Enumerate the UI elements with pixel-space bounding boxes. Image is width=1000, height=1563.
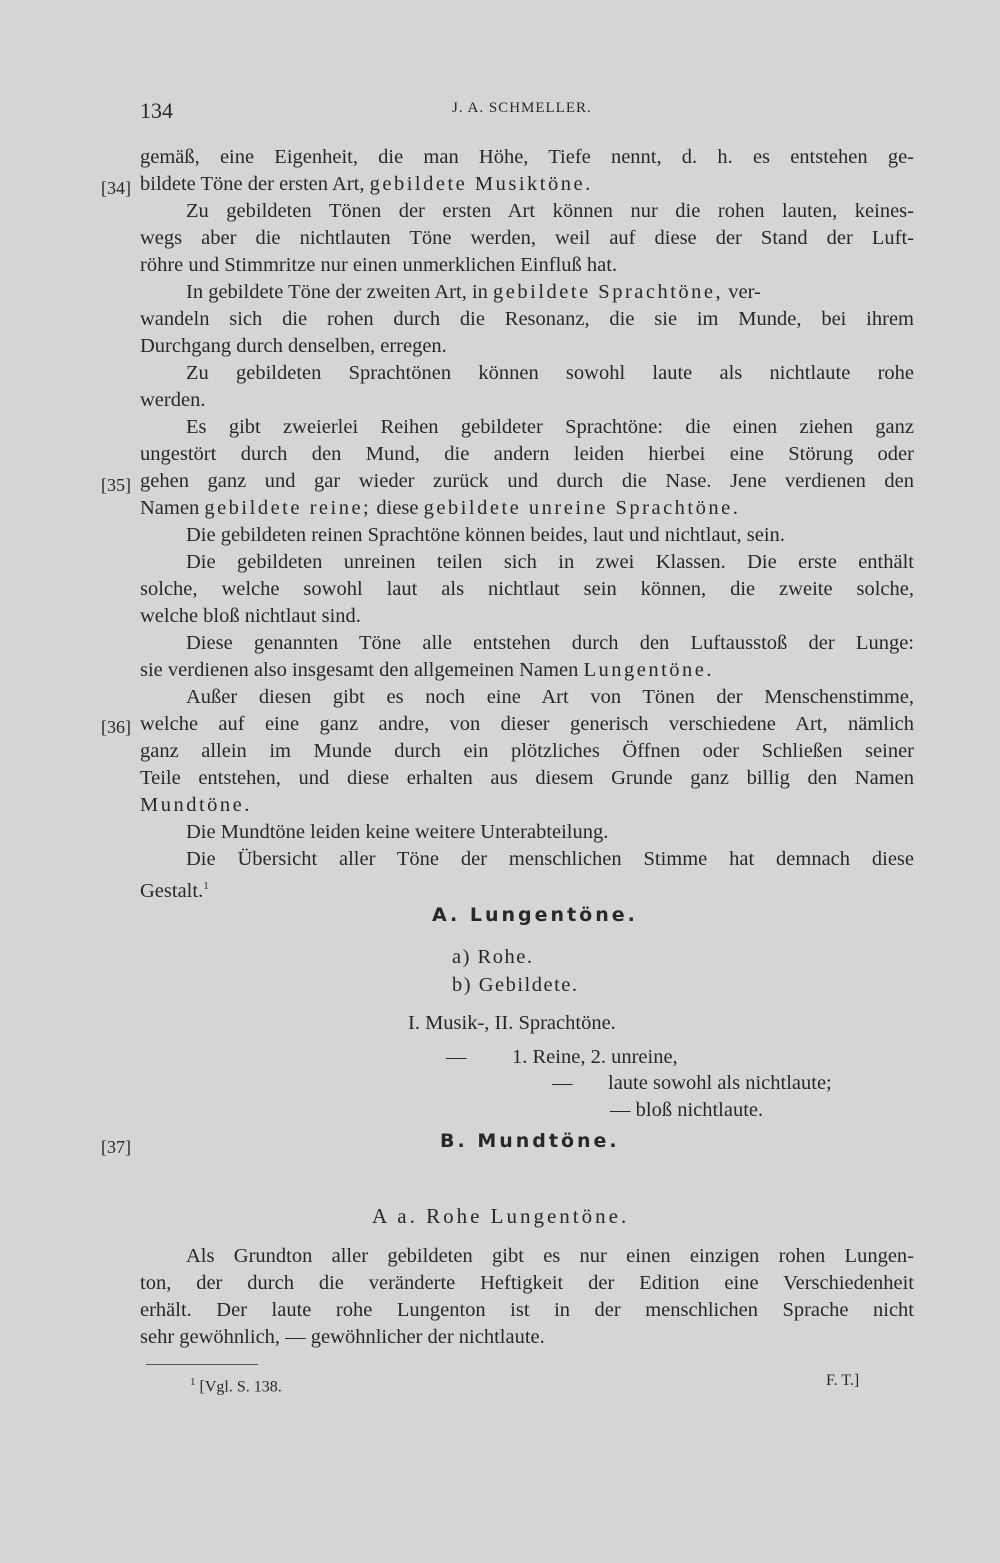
body-line: welche auf eine ganz andre, von dieser generisch verschiedene Art, nämlich [140, 713, 914, 735]
body-line: ganz allein im Munde durch ein plötzliches Öffnen oder Schließen seiner [140, 740, 914, 762]
margin-ref-34: [34] [101, 178, 131, 198]
body-line: Diese genannten Töne alle entstehen durch den Luftausstoß der Lunge: [186, 632, 914, 654]
footnote-text: [Vgl. S. 138. [195, 1378, 282, 1396]
body-line: gehen ganz und gar wieder zurück und durch die Nase. Jene verdienen den [140, 470, 914, 492]
body-line: röhre und Stimmritze nur einen unmerklichen Einfluß hat. [140, 254, 618, 276]
schema-laute: laute sowohl als nichtlaute; [608, 1072, 832, 1094]
running-title: J. A. SCHMELLER. [452, 100, 592, 116]
body-line [186, 279, 914, 306]
schema-dash: — [446, 1046, 467, 1068]
body-line: Als Grundton aller gebildeten gibt es nur einen einzigen rohen Lungen- [186, 1245, 914, 1267]
body-line: solche, welche sowohl laut als nichtlaut sein können, die zweite solche, [140, 578, 914, 600]
schema-bloss: — bloß nichtlaute. [610, 1099, 764, 1121]
body-line: werden. [140, 389, 206, 411]
body-line: Die gebildeten unreinen teilen sich in zwei Klassen. Die erste enthält [186, 551, 914, 573]
emphasis-text: Lungentöne. [583, 659, 714, 681]
body-line: welche bloß nichtlaut sind. [140, 605, 361, 627]
body-line: Außer diesen gibt es noch eine Art von Tönen der Menschenstimme, [186, 686, 914, 708]
emphasis-text: gebildete Sprachtöne, [493, 281, 724, 303]
margin-ref-35: [35] [101, 475, 131, 495]
body-line: Teile entstehen, und diese erhalten aus diesem Grunde ganz billig den Namen [140, 767, 914, 789]
body-line: Zu gebildeten Sprachtönen können sowohl laute als nichtlaute rohe [186, 362, 914, 384]
footnote [190, 1376, 282, 1396]
body-line: wegs aber die nichtlauten Töne werden, weil auf diese der Stand der Luft- [140, 227, 914, 249]
footnote-marker: 1 [190, 1376, 196, 1388]
text-run: diese [371, 497, 424, 519]
emphasis-text: gebildete reine; [204, 497, 372, 519]
heading-mundtoene: B. Mundtöne. [440, 1130, 620, 1152]
margin-ref-36: [36] [101, 717, 131, 737]
body-line: ton, der durch die veränderte Heftigkeit der Edition eine Verschiedenheit [140, 1272, 914, 1294]
schema-musik-sprachtoene: I. Musik-, II. Sprachtöne. [408, 1012, 616, 1034]
body-line: Die gebildeten reinen Sprachtöne können beides, laut und nichtlaut, sein. [186, 524, 785, 546]
body-line: sehr gewöhnlich, — gewöhnlicher der nichtlaute. [140, 1326, 545, 1348]
section-title: A a. Rohe Lungentöne. [372, 1204, 630, 1228]
body-line [140, 873, 914, 900]
body-line: gemäß, eine Eigenheit, die man Höhe, Tiefe nennt, d. h. es entstehen ge- [140, 146, 914, 168]
text-run: Namen [140, 497, 205, 519]
page-number: 134 [140, 98, 173, 123]
emphasis-text: gebildete unreine Sprachtöne. [423, 497, 741, 519]
schema-gebildete: b) Gebildete. [452, 974, 579, 996]
schema-dash: — [552, 1072, 573, 1094]
footnote-editor: F. T.] [826, 1372, 860, 1389]
heading-lungentoene: A. Lungentöne. [432, 904, 638, 926]
body-line: Zu gebildeten Tönen der ersten Art können nur die rohen lauten, keines- [186, 200, 914, 222]
body-line [140, 657, 914, 684]
text-run: In gebildete Töne der zweiten Art, in [186, 281, 494, 303]
footnote-marker: 1 [203, 880, 209, 892]
schema-rohe: a) Rohe. [452, 946, 534, 968]
body-line: Die Übersicht aller Töne der menschlichen Stimme hat demnach diese [186, 848, 914, 870]
body-line: wandeln sich die rohen durch die Resonanz, die sie im Munde, bei ihrem [140, 308, 914, 330]
body-line: ungestört durch den Mund, die andern leiden hierbei eine Störung oder [140, 443, 914, 465]
text-run: sie verdienen also insgesamt den allgemeinen Namen [140, 659, 584, 681]
text-run: bildete Töne der ersten Art, [140, 173, 370, 195]
body-line [140, 495, 914, 522]
emphasis-text: gebildete Musiktöne. [369, 173, 593, 195]
body-line: Es gibt zweierlei Reihen gebildeter Sprachtöne: die einen ziehen ganz [186, 416, 914, 438]
text-run: ver- [723, 281, 761, 303]
text-run: Gestalt. [140, 879, 204, 900]
footnote-rule [146, 1364, 258, 1365]
schema-reine-unreine: 1. Reine, 2. unreine, [512, 1046, 678, 1068]
margin-ref-37: [37] [101, 1137, 131, 1157]
body-line: Mundtöne. [140, 794, 252, 816]
body-line: Durchgang durch denselben, erregen. [140, 335, 447, 357]
body-line: erhält. Der laute rohe Lungenton ist in der menschlichen Sprache nicht [140, 1299, 914, 1321]
body-line [140, 171, 914, 198]
body-line: Die Mundtöne leiden keine weitere Unterabteilung. [186, 821, 609, 843]
